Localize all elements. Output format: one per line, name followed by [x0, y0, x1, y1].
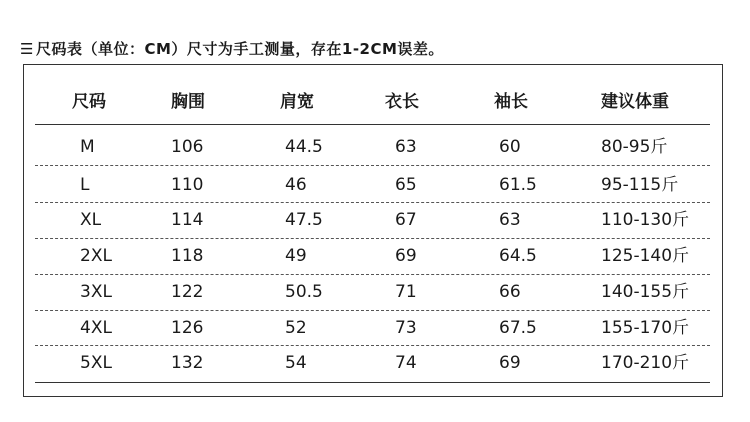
header-divider — [35, 124, 710, 125]
cell-length: 71 — [395, 282, 417, 302]
cell-chest: 106 — [171, 137, 204, 157]
cell-shoulder: 46 — [285, 175, 307, 195]
cell-weight: 170-210斤 — [601, 353, 690, 373]
cell-size: M — [80, 137, 95, 157]
cell-size: 5XL — [80, 353, 112, 373]
cell-sleeve: 60 — [499, 137, 521, 157]
cell-shoulder: 50.5 — [285, 282, 323, 302]
cell-weight: 95-115斤 — [601, 175, 679, 195]
cell-weight: 125-140斤 — [601, 246, 690, 266]
cell-sleeve: 69 — [499, 353, 521, 373]
table-row — [35, 202, 710, 238]
header-sleeve: 袖长 — [494, 92, 528, 112]
row-divider — [35, 165, 710, 166]
cell-shoulder: 49 — [285, 246, 307, 266]
cell-weight: 110-130斤 — [601, 210, 690, 230]
table-row — [35, 310, 710, 346]
cell-weight: 140-155斤 — [601, 282, 690, 302]
cell-shoulder: 54 — [285, 353, 307, 373]
cell-chest: 110 — [171, 175, 204, 195]
cell-chest: 122 — [171, 282, 204, 302]
caption-text: 尺码表（单位：CM）尺寸为手工测量，存在1-2CM误差。 — [35, 40, 444, 58]
cell-size: 4XL — [80, 318, 112, 338]
cell-length: 65 — [395, 175, 417, 195]
list-icon: ☰ — [20, 40, 34, 58]
table-row — [35, 167, 710, 203]
cell-chest: 118 — [171, 246, 204, 266]
cell-length: 69 — [395, 246, 417, 266]
header-length: 衣长 — [385, 92, 419, 112]
table-row — [35, 274, 710, 310]
cell-length: 63 — [395, 137, 417, 157]
table-row — [35, 345, 710, 381]
cell-weight: 80-95斤 — [601, 137, 668, 157]
header-shoulder: 肩宽 — [280, 92, 314, 112]
cell-sleeve: 66 — [499, 282, 521, 302]
cell-size: 2XL — [80, 246, 112, 266]
header-chest: 胸围 — [171, 92, 205, 112]
cell-sleeve: 67.5 — [499, 318, 537, 338]
cell-size: 3XL — [80, 282, 112, 302]
cell-size: L — [80, 175, 90, 195]
cell-shoulder: 52 — [285, 318, 307, 338]
cell-chest: 126 — [171, 318, 204, 338]
table-row — [35, 129, 710, 165]
cell-chest: 114 — [171, 210, 204, 230]
cell-size: XL — [80, 210, 102, 230]
header-size: 尺码 — [72, 92, 106, 112]
cell-shoulder: 47.5 — [285, 210, 323, 230]
size-chart-caption — [20, 38, 444, 60]
table-header — [35, 84, 710, 120]
cell-length: 74 — [395, 353, 417, 373]
cell-sleeve: 61.5 — [499, 175, 537, 195]
table-bottom-rule — [35, 382, 710, 383]
cell-sleeve: 63 — [499, 210, 521, 230]
cell-length: 73 — [395, 318, 417, 338]
cell-length: 67 — [395, 210, 417, 230]
cell-weight: 155-170斤 — [601, 318, 690, 338]
cell-sleeve: 64.5 — [499, 246, 537, 266]
cell-chest: 132 — [171, 353, 204, 373]
table-row — [35, 238, 710, 274]
header-weight: 建议体重 — [601, 92, 669, 112]
cell-shoulder: 44.5 — [285, 137, 323, 157]
